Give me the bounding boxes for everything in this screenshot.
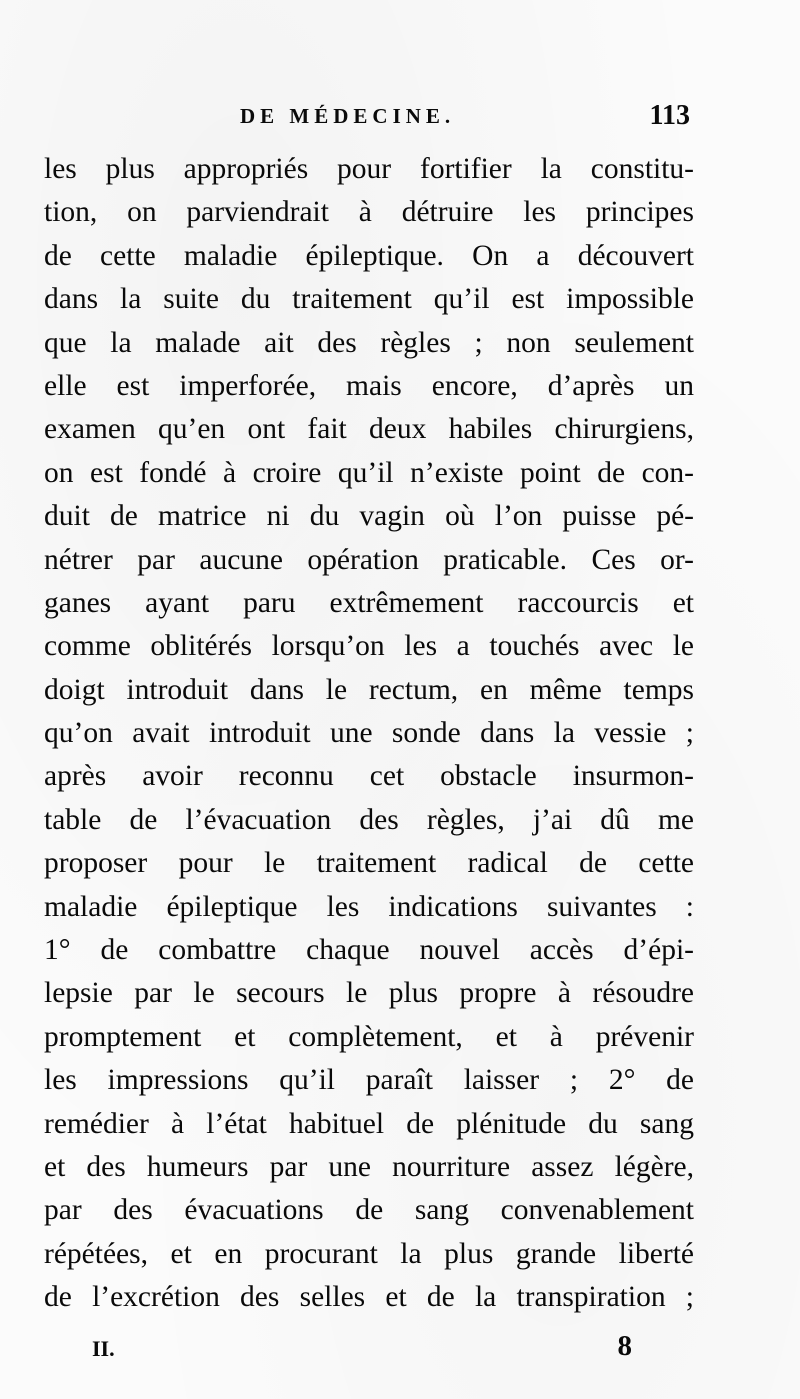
text-line: de l’excrétion des selles et de la transpiration ;	[44, 1281, 694, 1314]
text-line: duit de matrice ni du vagin où l’on puisse pé-	[44, 500, 694, 533]
text-line: examen qu’en ont fait deux habiles chirurgiens,	[44, 413, 694, 446]
running-title: DE MÉDECINE.	[240, 104, 456, 128]
text-line: table de l’évacuation des règles, j’ai dû me	[44, 803, 694, 836]
text-line: qu’on avait introduit une sonde dans la vessie ;	[44, 717, 694, 750]
signature-mark: II.	[92, 1336, 115, 1361]
text-line: ganes ayant paru extrêmement raccourcis et	[44, 586, 694, 619]
text-line: maladie épileptique les indications suivantes :	[44, 890, 694, 923]
text-line: après avoir reconnu cet obstacle insurmon-	[44, 760, 694, 793]
text-line: lepsie par le secours le plus propre à résoudre	[44, 977, 694, 1010]
text-line: promptement et complètement, et à prévenir	[44, 1020, 694, 1053]
text-line: elle est imperforée, mais encore, d’après un	[44, 369, 694, 402]
text-line: proposer pour le traitement radical de cette	[44, 847, 694, 880]
running-head	[240, 100, 690, 140]
text-line: nétrer par aucune opération praticable. Ces or-	[44, 543, 694, 576]
text-line: et des humeurs par une nourriture assez légère,	[44, 1150, 694, 1183]
text-line: on est fondé à croire qu’il n’existe point de con-	[44, 456, 694, 489]
text-line: les impressions qu’il paraît laisser ; 2° de	[44, 1064, 694, 1097]
text-line: remédier à l’état habituel de plénitude du sang	[44, 1107, 694, 1140]
text-line: les plus appropriés pour fortifier la constitu-	[44, 153, 694, 185]
text-line: que la malade ait des règles ; non seulement	[44, 326, 694, 359]
text-line: par des évacuations de sang convenablement	[44, 1194, 694, 1227]
text-line: doigt introduit dans le rectum, en même temps	[44, 673, 694, 706]
page-number: 113	[649, 100, 690, 131]
text-line: dans la suite du traitement qu’il est impossible	[44, 283, 694, 316]
text-line: répétées, et en procurant la plus grande liberté	[44, 1237, 694, 1270]
signature-number: 8	[617, 1330, 632, 1362]
page-footer	[92, 1330, 632, 1370]
text-line: comme oblitérés lorsqu’on les a touchés avec le	[44, 630, 694, 663]
text-line: 1° de combattre chaque nouvel accès d’épi-	[44, 934, 694, 967]
text-line: de cette maladie épileptique. On a découvert	[44, 239, 694, 272]
body-text	[44, 148, 694, 1320]
text-line: tion, on parviendrait à détruire les principes	[44, 196, 694, 229]
